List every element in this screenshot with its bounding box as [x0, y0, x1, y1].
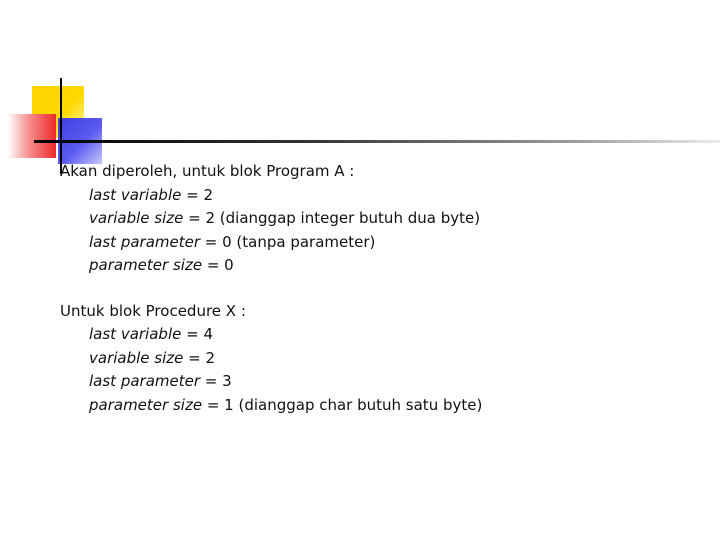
- term: last variable: [89, 325, 182, 343]
- term: variable size: [89, 348, 184, 367]
- list-item: [60, 254, 482, 278]
- term: last variable: [89, 185, 182, 204]
- section-heading: Akan diperoleh, untuk blok Program A :: [60, 162, 355, 180]
- term: last parameter: [89, 232, 201, 251]
- list-item: [60, 394, 482, 418]
- section-spacer: [60, 278, 482, 300]
- term: parameter size: [89, 395, 203, 414]
- value: = 2: [181, 185, 213, 204]
- term: variable size: [89, 209, 184, 227]
- value: = 0 (tanpa parameter): [200, 232, 376, 251]
- list-item: [60, 347, 482, 371]
- value: = 1 (dianggap char butuh satu byte): [202, 395, 483, 414]
- value: = 2: [183, 348, 216, 367]
- value: = 4: [181, 325, 213, 343]
- value: = 0: [202, 256, 234, 274]
- value: = 3: [200, 372, 232, 390]
- slide-body: [60, 160, 482, 417]
- list-item: [60, 370, 482, 394]
- section-heading: Untuk blok Procedure X :: [60, 301, 246, 320]
- term: last parameter: [89, 372, 201, 390]
- decor-horizontal-rule: [34, 140, 720, 143]
- term: parameter size: [89, 256, 203, 274]
- value: = 2 (dianggap integer butuh dua byte): [183, 209, 481, 227]
- decor-red-square: [8, 114, 56, 158]
- list-item: [60, 184, 482, 208]
- list-item: [60, 231, 482, 255]
- list-item: [60, 207, 482, 231]
- list-item: [60, 323, 482, 347]
